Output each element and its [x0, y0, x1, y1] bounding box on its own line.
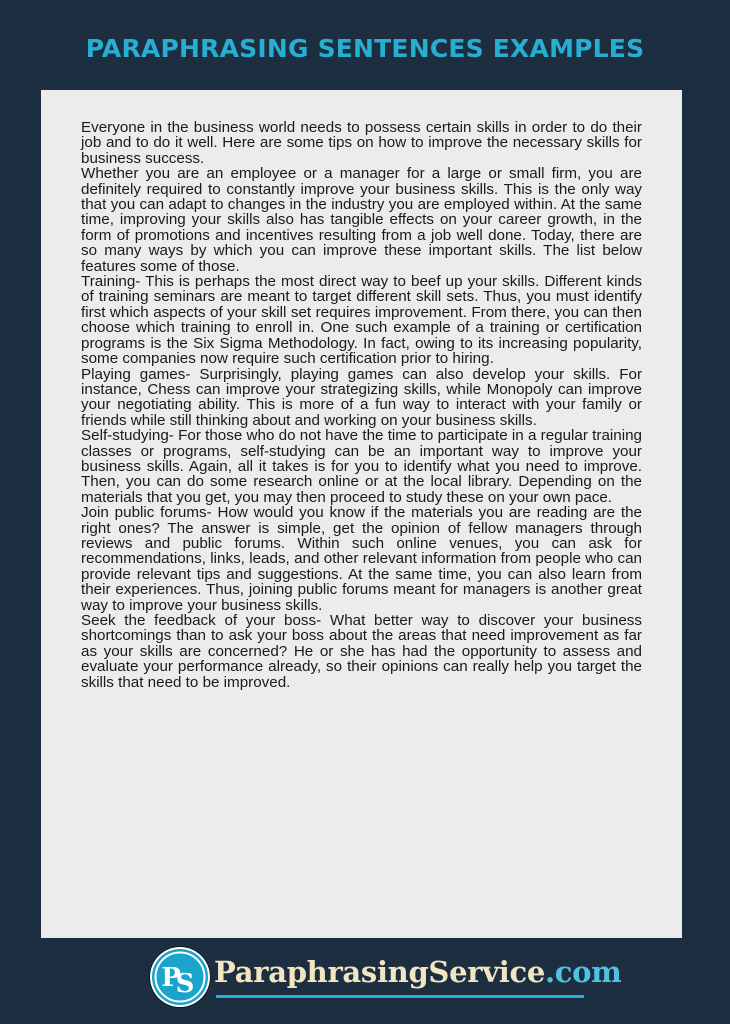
svg-text:S: S: [175, 969, 195, 999]
article-paragraph: Training- This is perhaps the most direct way to beef up your skills. Different kinds of training seminars are meant to target different skill sets. Thus, you must identify first which aspects of your skill set requires improvement. From there, you can then choose which training to enroll in. One such example of a training or certification programs is the Six Sigma Methodology. In fact, owing to its increasing popularity, some companies now require such certification prior to hiring.: [81, 273, 642, 368]
article-paragraph: Self-studying- For those who do not have the time to participate in a regular training classes or programs, self-studying can be an important way to improve your business skills. Again, all it takes is for you to identify what you need to improve. Then, you can do some research online or at the local library. Depending on the materials that you get, you may then proceed to study these on your own pace.: [81, 427, 642, 506]
svg-text:P: P: [161, 963, 181, 993]
brand-name: ParaphrasingService: [214, 955, 545, 989]
article-paragraph: Everyone in the business world needs to possess certain skills in order to do their job and to do it well. Here are some tips on how to improve the necessary skills for business success.: [81, 119, 642, 167]
brand-underline: [216, 995, 584, 998]
article-paragraph: Playing games- Surprisingly, playing games can also develop your skills. For instance, Chess can improve your strategizing skills, while Monopoly can improve your negotiating ability. This is more of a fun way to interact with your family or friends while still thinking about and working on your business skills.: [81, 365, 642, 429]
article-sheet: [41, 90, 682, 938]
brand-wordmark: [214, 955, 622, 989]
footer-brand: [0, 944, 730, 1010]
page-title: PARAPHRASING SENTENCES EXAMPLES: [85, 34, 645, 63]
article-paragraph: Join public forums- How would you know if the materials you are reading are the right ones? The answer is simple, get the opinion of fellow managers through reviews and public forums. Within such online venues, you can ask for recommendations, links, leads, and other relevant information from people who can provide relevant tips and suggestions. At the same time, you can also learn from their experiences. Thus, joining public forums meant for managers is another great way to improve your business skills.: [81, 504, 642, 614]
brand-tld: .com: [544, 955, 622, 989]
article-paragraph: Seek the feedback of your boss- What better way to discover your business shortcomings than to ask your boss about the areas that need improvement as far as your skills are concerned? He or she has had the opportunity to assess and evaluate your performance already, so their opinions can really help you target the skills that need to be improved.: [81, 612, 642, 691]
ps-logo-icon: [150, 947, 210, 1007]
article-paragraph: Whether you are an employee or a manager for a large or small firm, you are definitely required to constantly improve your business skills. This is the only way that you can adapt to changes in the industry you are employed within. At the same time, improving your skills also has tangible effects on your career growth, in the form of promotions and incentives resulting from a job well done. Today, there are so many ways by which you can improve these important skills. The list below features some of those.: [81, 165, 642, 275]
